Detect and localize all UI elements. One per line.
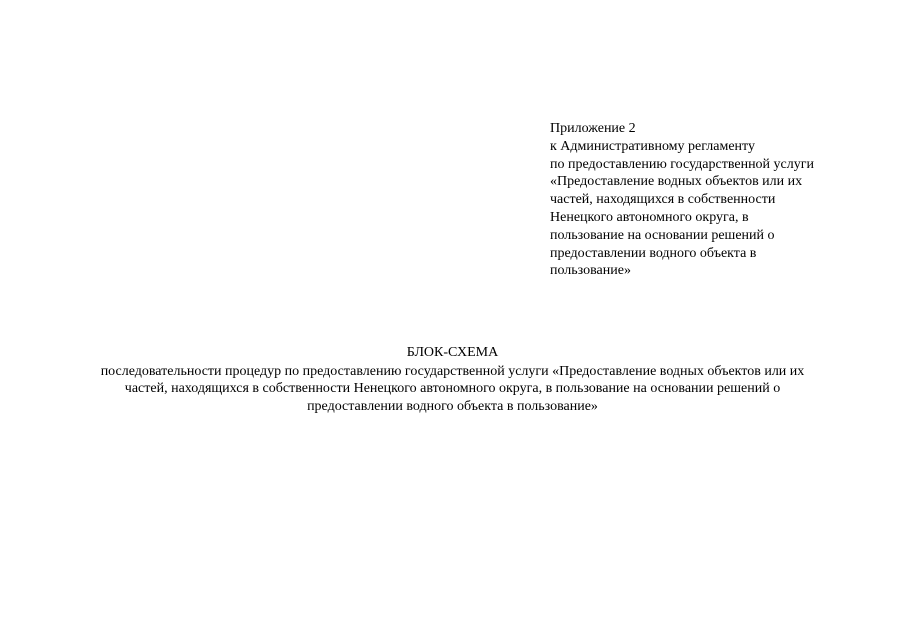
appendix-line: предоставлении водного объекта в bbox=[550, 245, 757, 261]
appendix-line: пользование на основании решений о bbox=[550, 227, 775, 243]
subtitle-line: предоставлении водного объекта в пользование» bbox=[307, 398, 598, 414]
appendix-line: к Административному регламенту bbox=[550, 138, 755, 154]
appendix-reference bbox=[550, 120, 880, 280]
document-heading bbox=[0, 344, 905, 415]
appendix-line: «Предоставление водных объектов или их bbox=[550, 174, 803, 190]
appendix-line: по предоставлению государственной услуги bbox=[550, 156, 814, 172]
appendix-line: пользование» bbox=[550, 263, 631, 279]
subtitle-line: частей, находящихся в собственности Ненецкого автономного округа, в пользование на основании решений о bbox=[124, 381, 781, 396]
appendix-line: частей, находящихся в собственности bbox=[550, 192, 776, 208]
page-title: БЛОК-СХЕМА bbox=[406, 345, 499, 360]
appendix-line: Ненецкого автономного округа, в bbox=[550, 209, 749, 225]
subtitle-line: последовательности процедур по предоставлению государственной услуги «Предоставление водных объектов или их bbox=[100, 363, 805, 379]
appendix-line: Приложение 2 bbox=[550, 121, 636, 136]
